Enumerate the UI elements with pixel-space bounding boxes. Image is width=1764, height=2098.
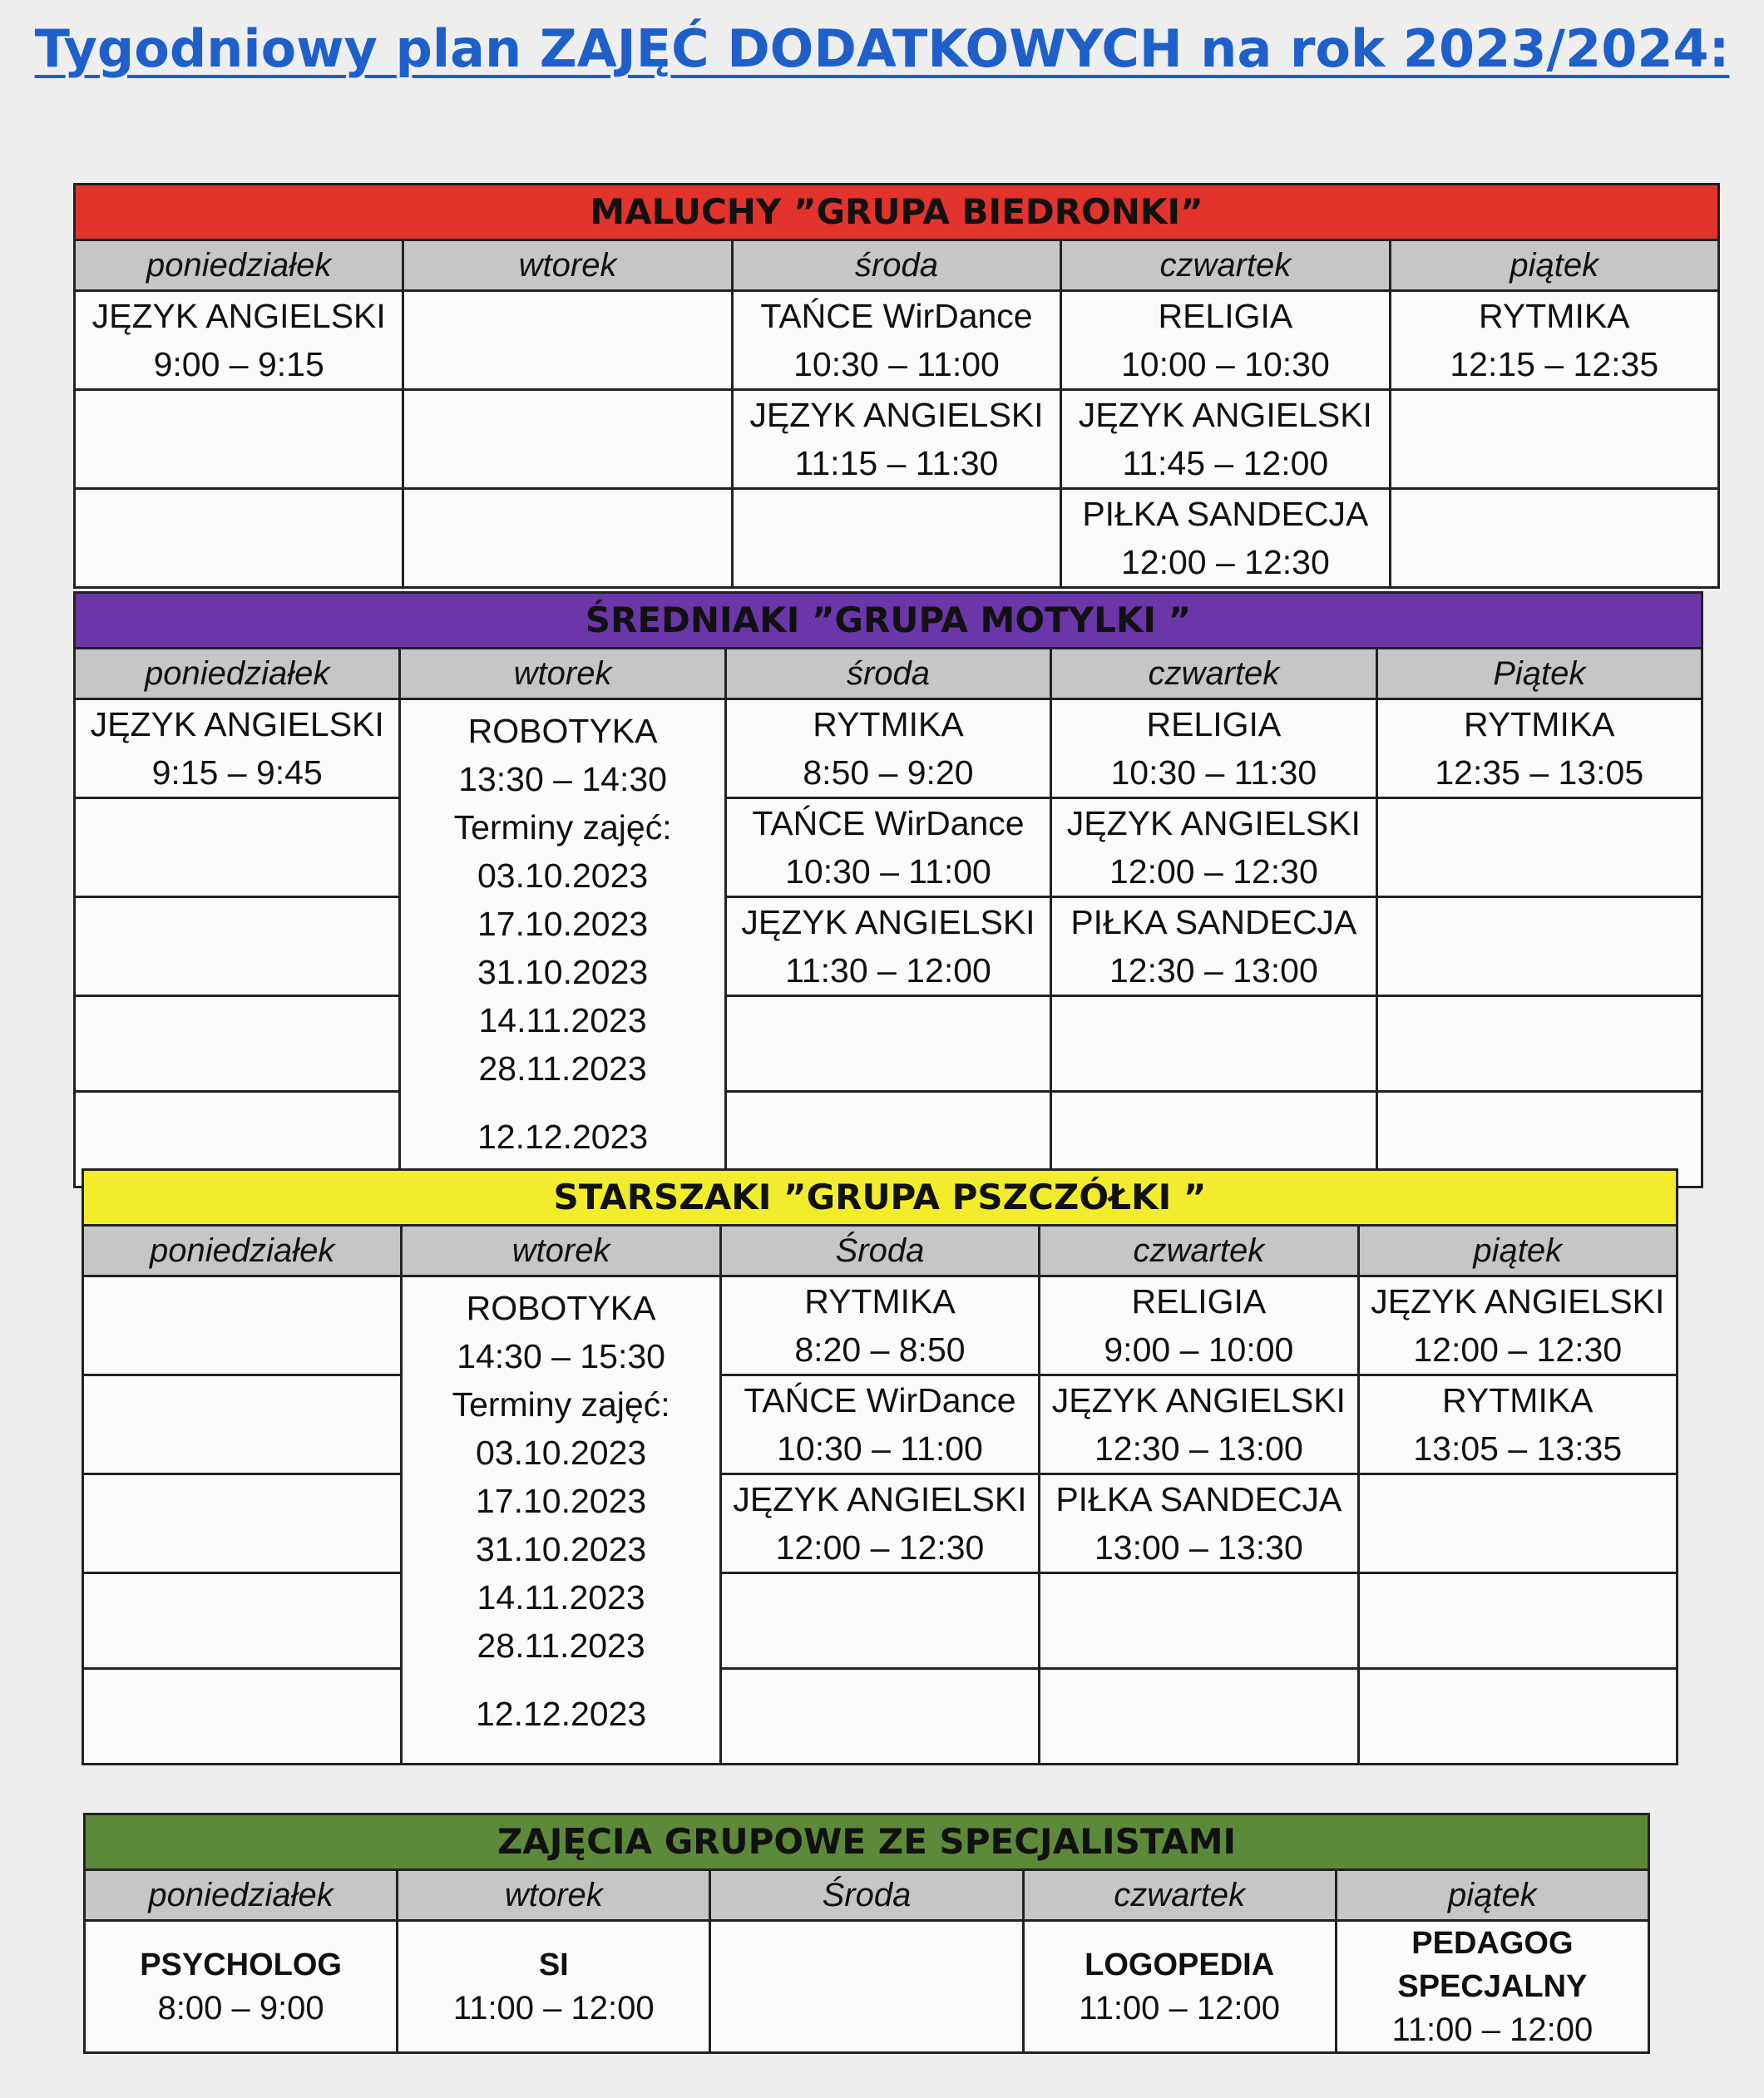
group-header-sredniaki: ŚREDNIAKI ”GRUPA MOTYLKI ” — [75, 593, 1702, 649]
group-header-maluchy: MALUCHY ”GRUPA BIEDRONKI” — [75, 185, 1719, 240]
activity-time: 10:00 – 10:30 — [1120, 345, 1330, 383]
group-header-starszaki: STARSZAKI ”GRUPA PSZCZÓŁKI ” — [83, 1170, 1678, 1226]
specialist-name: PSYCHOLOG — [140, 1947, 342, 1982]
date-item: 31.10.2023 — [477, 953, 649, 991]
activity-name: ROBOTYKA — [466, 1289, 656, 1327]
specialist-cell — [1336, 1921, 1648, 2053]
activity-name: RELIGIA — [1131, 1282, 1267, 1321]
group-header-specjalisci: ZAJĘCIA GRUPOWE ZE SPECJALISTAMI — [85, 1814, 1649, 1870]
activity-time: 12:35 – 13:05 — [1435, 753, 1644, 792]
activity-cell — [83, 1276, 402, 1375]
activity-cell — [1390, 390, 1718, 489]
schedule-starszaki — [82, 1168, 1678, 1765]
activity-cell — [83, 1375, 402, 1474]
specialist-name: SI — [538, 1947, 569, 1982]
activity-cell — [1358, 1375, 1677, 1474]
date-item: 14.11.2023 — [477, 1578, 645, 1617]
activity-cell — [1390, 489, 1718, 588]
day-monday: poniedziałek — [83, 1226, 402, 1276]
day-monday: poniedziałek — [75, 240, 403, 291]
activity-cell — [1358, 1573, 1677, 1669]
activity-name: TAŃCE WirDance — [760, 297, 1033, 335]
activity-cell — [725, 996, 1050, 1092]
day-tuesday: wtorek — [400, 649, 725, 699]
activity-cell — [75, 390, 403, 489]
activity-time: 12:00 – 12:30 — [775, 1528, 985, 1567]
activity-cell — [1061, 291, 1390, 390]
activity-cell — [75, 798, 400, 897]
specialist-cell — [1023, 1921, 1336, 2053]
activity-name: JĘZYK ANGIELSKI — [1078, 396, 1372, 434]
activity-time: 11:30 – 12:00 — [785, 951, 991, 990]
activity-name: RYTMIKA — [1442, 1381, 1594, 1419]
activity-cell — [403, 291, 732, 390]
activity-cell — [720, 1375, 1039, 1474]
activity-cell — [720, 1474, 1039, 1573]
activity-cell — [75, 291, 403, 390]
day-tuesday: wtorek — [403, 240, 732, 291]
date-item: 12.12.2023 — [477, 1118, 649, 1156]
activity-cell — [75, 897, 400, 996]
activity-name: JĘZYK ANGIELSKI — [1066, 804, 1361, 842]
date-item: 31.10.2023 — [475, 1530, 647, 1568]
activity-cell — [75, 996, 400, 1092]
day-friday: piątek — [1390, 240, 1718, 291]
activity-time: 12:00 – 12:30 — [1109, 852, 1318, 891]
day-tuesday: wtorek — [398, 1870, 710, 1921]
activity-time: 10:30 – 11:00 — [793, 345, 1000, 383]
activity-cell — [1051, 897, 1376, 996]
activity-cell — [720, 1573, 1039, 1669]
day-thursday: czwartek — [1040, 1226, 1358, 1276]
activity-time: 9:00 – 9:15 — [153, 345, 324, 383]
activity-name: PIŁKA SANDECJA — [1055, 1480, 1342, 1518]
activity-name: PIŁKA SANDECJA — [1082, 495, 1369, 533]
day-wednesday: środa — [725, 649, 1050, 699]
activity-time: 11:45 – 12:00 — [1122, 444, 1329, 482]
activity-name: RELIGIA — [1158, 297, 1293, 335]
date-item: 28.11.2023 — [477, 1627, 645, 1665]
day-wednesday: Środa — [720, 1226, 1039, 1276]
activity-name: PIŁKA SANDECJA — [1070, 903, 1357, 941]
specialist-cell — [398, 1921, 710, 2053]
activity-cell — [1376, 699, 1702, 798]
schedule-sredniaki — [73, 591, 1703, 1188]
activity-time: 9:00 – 10:00 — [1104, 1330, 1294, 1369]
activity-time: 10:30 – 11:30 — [1110, 753, 1317, 792]
day-tuesday: wtorek — [402, 1226, 720, 1276]
activity-time: 12:00 – 12:30 — [1120, 543, 1330, 581]
specialist-time: 11:00 – 12:00 — [1079, 1990, 1280, 2026]
specialist-name: PEDAGOG — [1411, 1926, 1574, 1961]
schedule-specjalisci — [83, 1813, 1650, 2054]
page-title: Tygodniowy plan ZAJĘĆ DODATKOWYCH na rok 2023/2024: — [34, 18, 1730, 79]
activity-cell — [732, 390, 1060, 489]
activity-name: RYTMIKA — [813, 705, 964, 743]
specialist-name-2: SPECJALNY — [1397, 1969, 1588, 2004]
activity-cell — [83, 1669, 402, 1765]
activity-name: ROBOTYKA — [467, 712, 658, 750]
activity-name: JĘZYK ANGIELSKI — [91, 297, 386, 335]
activity-cell — [1376, 996, 1702, 1092]
activity-name: RELIGIA — [1146, 705, 1282, 743]
day-monday: poniedziałek — [85, 1870, 398, 1921]
activity-time: 13:30 – 14:30 — [458, 760, 667, 798]
activity-cell — [732, 291, 1060, 390]
activity-time: 8:20 – 8:50 — [794, 1330, 966, 1369]
activity-cell — [725, 798, 1050, 897]
date-item: 14.11.2023 — [478, 1001, 647, 1039]
activity-cell — [1051, 798, 1376, 897]
activity-cell — [1061, 489, 1390, 588]
activity-time: 11:15 – 11:30 — [794, 444, 999, 482]
activity-name: JĘZYK ANGIELSKI — [733, 1480, 1027, 1518]
activity-name: RYTMIKA — [1479, 297, 1630, 335]
activity-name: JĘZYK ANGIELSKI — [741, 903, 1035, 941]
day-friday: piątek — [1336, 1870, 1648, 1921]
activity-time: 9:15 – 9:45 — [151, 753, 323, 792]
activity-time: 13:05 – 13:35 — [1413, 1429, 1623, 1468]
specialist-time: 11:00 – 12:00 — [452, 1990, 655, 2026]
activity-cell — [720, 1669, 1039, 1765]
activity-name: RYTMIKA — [804, 1282, 956, 1321]
specialist-time: 11:00 – 12:00 — [1391, 2012, 1594, 2048]
robotyka-cell — [400, 699, 725, 1187]
activity-name: TAŃCE WirDance — [744, 1381, 1016, 1419]
activity-cell — [1040, 1669, 1358, 1765]
day-wednesday: Środa — [710, 1870, 1023, 1921]
activity-cell — [1376, 798, 1702, 897]
date-item: 12.12.2023 — [475, 1695, 647, 1733]
activity-cell — [1040, 1474, 1358, 1573]
terminy-label: Terminy zajęć: — [453, 808, 672, 847]
activity-name: JĘZYK ANGIELSKI — [749, 396, 1044, 434]
activity-cell — [1061, 390, 1390, 489]
date-item: 03.10.2023 — [475, 1434, 647, 1472]
activity-cell — [725, 897, 1050, 996]
activity-cell — [1040, 1375, 1358, 1474]
activity-time: 14:30 – 15:30 — [457, 1337, 665, 1375]
activity-time: 10:30 – 11:00 — [777, 1429, 983, 1468]
activity-cell — [83, 1573, 402, 1669]
date-item: 17.10.2023 — [477, 905, 649, 943]
specialist-name: LOGOPEDIA — [1085, 1947, 1275, 1982]
activity-time: 12:30 – 13:00 — [1094, 1429, 1303, 1468]
day-friday: Piątek — [1376, 649, 1702, 699]
activity-name: TAŃCE WirDance — [752, 804, 1025, 842]
activity-cell — [403, 390, 732, 489]
activity-cell — [75, 699, 400, 798]
activity-time: 12:30 – 13:00 — [1109, 951, 1318, 990]
activity-time: 13:00 – 13:30 — [1094, 1528, 1303, 1567]
schedule-maluchy — [73, 183, 1720, 589]
activity-time: 12:00 – 12:30 — [1413, 1330, 1623, 1369]
day-wednesday: środa — [732, 240, 1060, 291]
day-thursday: czwartek — [1023, 1870, 1336, 1921]
day-friday: piątek — [1358, 1226, 1677, 1276]
activity-cell — [1390, 291, 1718, 390]
activity-time: 8:50 – 9:20 — [803, 753, 974, 792]
activity-cell — [1358, 1276, 1677, 1375]
date-item: 17.10.2023 — [475, 1482, 647, 1520]
activity-cell — [1040, 1573, 1358, 1669]
date-item: 03.10.2023 — [477, 856, 649, 895]
activity-cell — [83, 1474, 402, 1573]
activity-cell — [720, 1276, 1039, 1375]
specialist-cell — [710, 1921, 1023, 2053]
activity-cell — [1358, 1669, 1677, 1765]
activity-time: 10:30 – 11:00 — [785, 852, 991, 891]
activity-cell — [1051, 699, 1376, 798]
activity-name: JĘZYK ANGIELSKI — [1051, 1381, 1346, 1419]
activity-cell — [1051, 996, 1376, 1092]
robotyka-cell — [402, 1276, 720, 1765]
activity-cell — [1040, 1276, 1358, 1375]
day-thursday: czwartek — [1061, 240, 1390, 291]
activity-name: JĘZYK ANGIELSKI — [1371, 1282, 1665, 1321]
specialist-cell — [85, 1921, 398, 2053]
activity-name: JĘZYK ANGIELSKI — [90, 705, 384, 743]
specialist-time: 8:00 – 9:00 — [157, 1990, 324, 2026]
activity-name: RYTMIKA — [1464, 705, 1615, 743]
activity-time: 12:15 – 12:35 — [1450, 345, 1659, 383]
activity-cell — [1358, 1474, 1677, 1573]
activity-cell — [1376, 897, 1702, 996]
day-monday: poniedziałek — [75, 649, 400, 699]
activity-cell — [732, 489, 1060, 588]
terminy-label: Terminy zajęć: — [452, 1385, 670, 1424]
activity-cell — [725, 699, 1050, 798]
activity-cell — [403, 489, 732, 588]
activity-cell — [75, 489, 403, 588]
date-item: 28.11.2023 — [478, 1049, 647, 1088]
day-thursday: czwartek — [1051, 649, 1376, 699]
